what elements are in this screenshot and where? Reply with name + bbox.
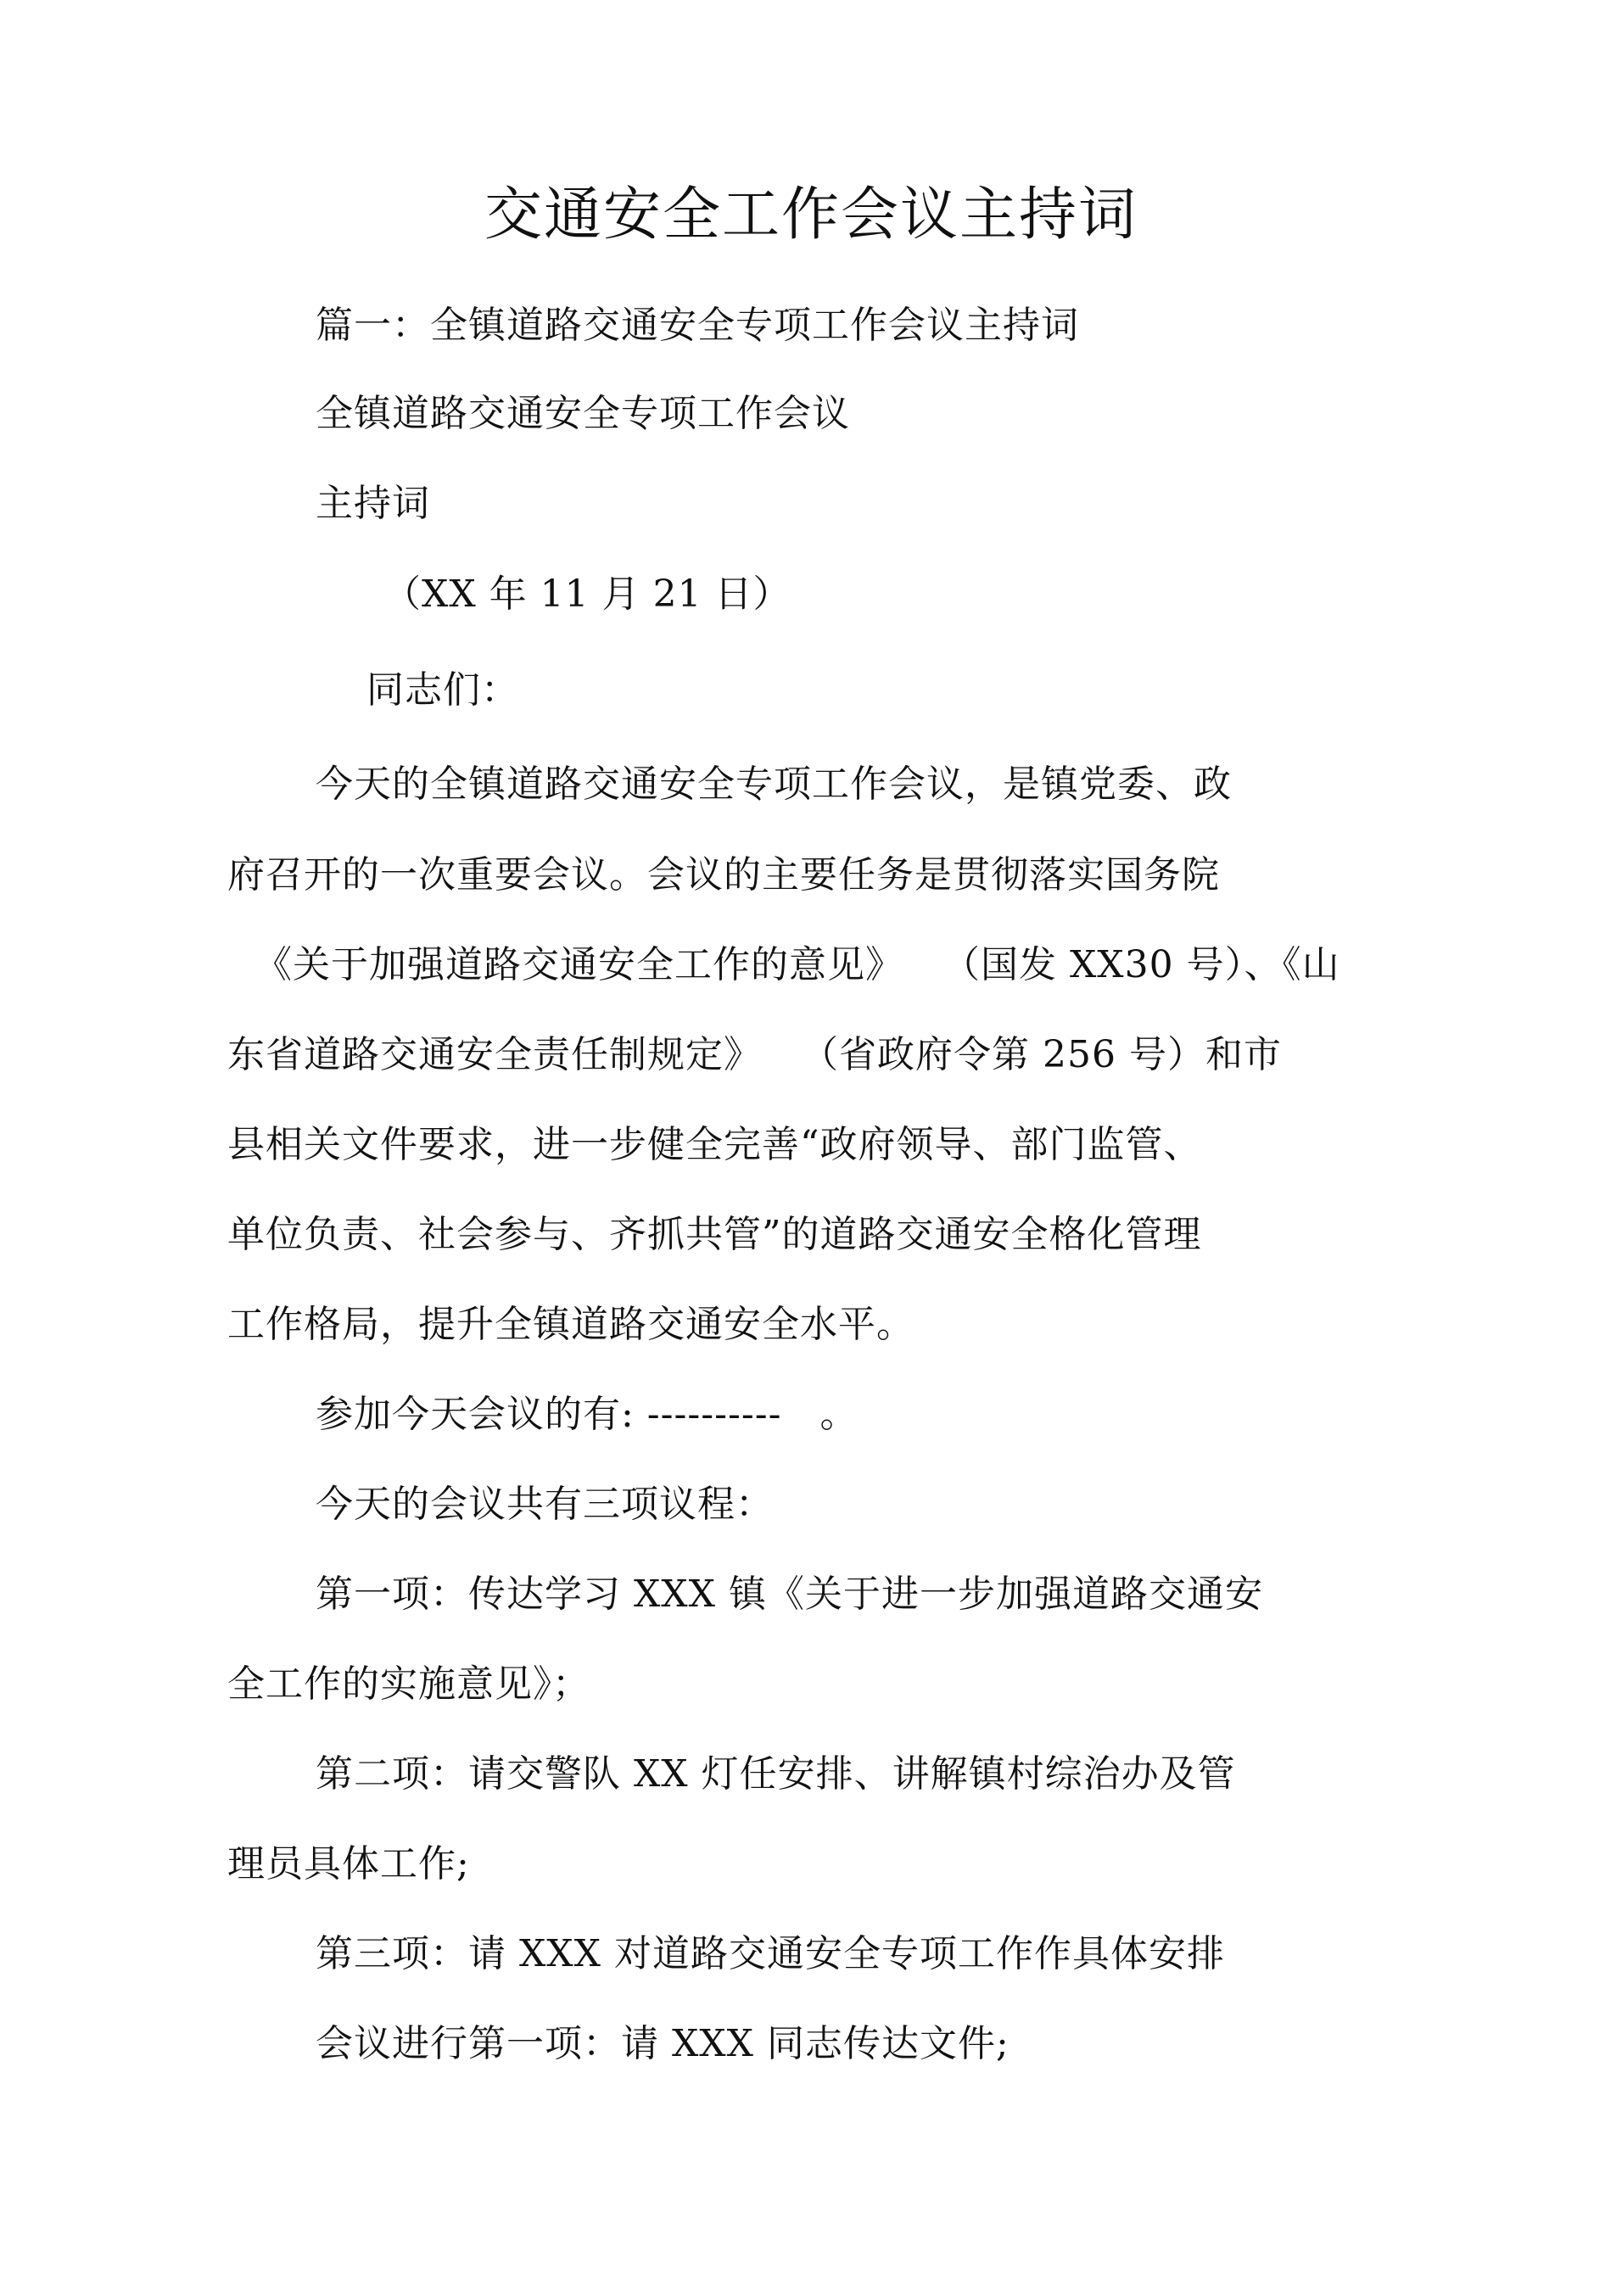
- paragraph-line: 东省道路交通安全责任制规定》 （省政府令第 256 号）和市: [227, 1033, 1282, 1076]
- attendees-line: 参加今天会议的有: ---------- 。: [316, 1393, 859, 1436]
- agenda-intro: 今天的会议共有三项议程：: [316, 1483, 774, 1526]
- section-heading: 篇一：全镇道路交通安全专项工作会议主持词: [316, 304, 1079, 347]
- document-title: 交通安全工作会议主持词: [484, 182, 1138, 249]
- agenda-item-3: 第三项：请 XXX 对道路交通安全专项工作作具体安排: [316, 1932, 1225, 1975]
- salutation: 同志们：: [366, 668, 519, 712]
- agenda-item-2-continued: 理员具体工作;: [227, 1842, 470, 1885]
- meeting-name: 全镇道路交通安全专项工作会议: [316, 392, 850, 435]
- meeting-date: （XX 年 11 月 21 日）: [383, 573, 791, 616]
- agenda-item-1-continued: 全工作的实施意见》；: [227, 1662, 590, 1706]
- agenda-item-1: 第一项：传达学习 XXX 镇《关于进一步加强道路交通安: [316, 1573, 1263, 1616]
- paragraph-line: 单位负责、社会参与、齐抓共管”的道路交通安全格化管理: [227, 1213, 1202, 1256]
- subtitle: 主持词: [316, 482, 430, 525]
- paragraph-line: 府召开的一次重要会议。会议的主要任务是贯彻落实国务院: [227, 853, 1220, 897]
- paragraph-line: 《关于加强道路交通安全工作的意见》 （国发 XX30 号）、《山: [254, 943, 1340, 986]
- paragraph-line: 县相关文件要求，进一步健全完善“政府领导、部门监管、: [227, 1123, 1202, 1166]
- proceed-first-item: 会议进行第一项：请 XXX 同志传达文件;: [316, 2022, 1010, 2065]
- paragraph-line: 工作格局，提升全镇道路交通安全水平。: [227, 1303, 914, 1346]
- paragraph-line: 今天的全镇道路交通安全专项工作会议，是镇党委、政: [316, 763, 1232, 806]
- agenda-item-2: 第二项：请交警队 XX 灯任安排、讲解镇村综治办及管: [316, 1752, 1236, 1796]
